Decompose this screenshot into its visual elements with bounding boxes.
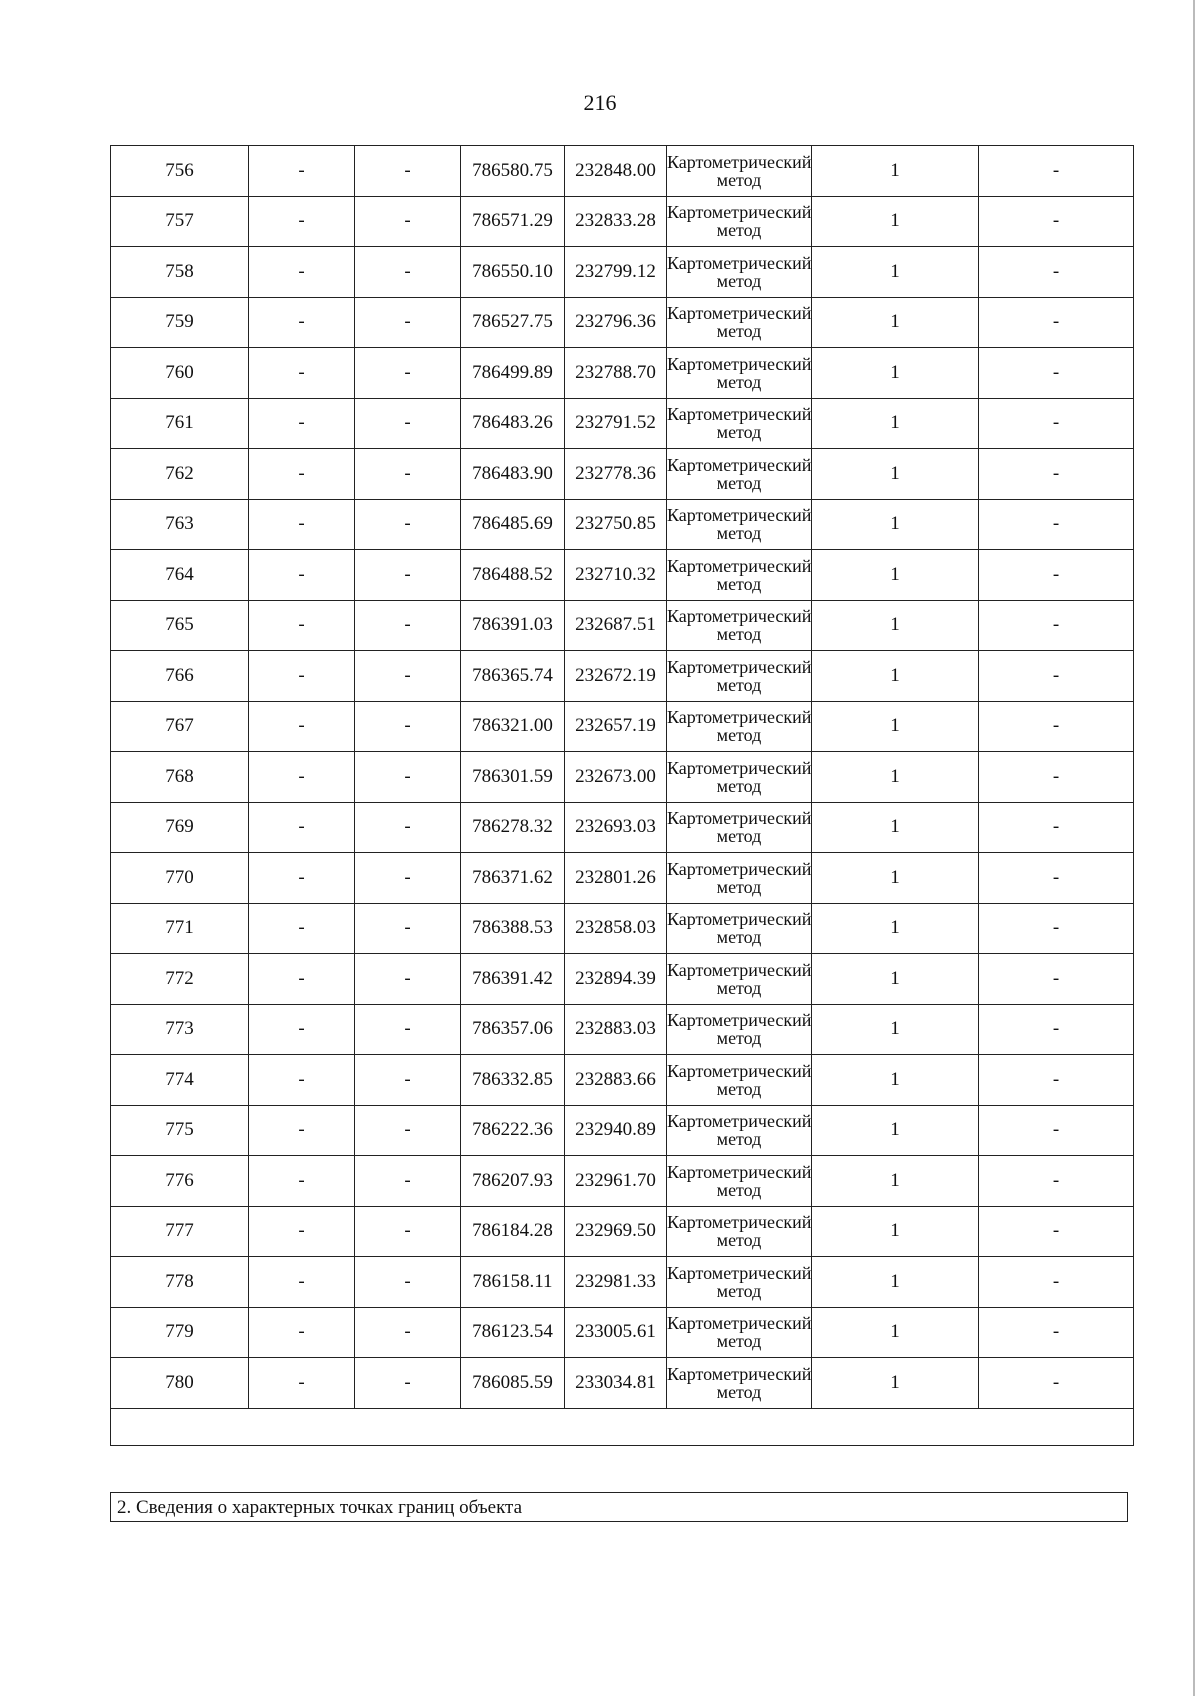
table-row	[111, 196, 1134, 247]
table-row	[111, 1156, 1134, 1207]
dash-cell: -	[355, 449, 461, 500]
accuracy-cell: 1	[812, 1358, 979, 1409]
dash-cell: -	[979, 449, 1134, 500]
y-coordinate-cell: 232883.66	[565, 1055, 667, 1106]
table-row	[111, 1206, 1134, 1257]
dash-cell: -	[355, 499, 461, 550]
dash-cell: -	[979, 600, 1134, 651]
dash-cell: -	[249, 1307, 355, 1358]
dash-cell: -	[249, 600, 355, 651]
point-number-cell: 777	[111, 1206, 249, 1257]
accuracy-cell: 1	[812, 1257, 979, 1308]
point-number-cell: 775	[111, 1105, 249, 1156]
method-cell: Картометрический метод	[667, 1257, 812, 1308]
point-number-cell: 758	[111, 247, 249, 298]
dash-cell: -	[355, 550, 461, 601]
method-cell: Картометрический метод	[667, 1358, 812, 1409]
accuracy-cell: 1	[812, 1004, 979, 1055]
method-cell: Картометрический метод	[667, 1004, 812, 1055]
x-coordinate-cell: 786485.69	[461, 499, 565, 550]
table-row	[111, 651, 1134, 702]
dash-cell: -	[355, 1257, 461, 1308]
method-cell: Картометрический метод	[667, 853, 812, 904]
point-number-cell: 772	[111, 954, 249, 1005]
y-coordinate-cell: 232687.51	[565, 600, 667, 651]
x-coordinate-cell: 786123.54	[461, 1307, 565, 1358]
dash-cell: -	[249, 853, 355, 904]
table-row	[111, 449, 1134, 500]
method-cell: Картометрический метод	[667, 802, 812, 853]
accuracy-cell: 1	[812, 247, 979, 298]
page-number: 216	[583, 90, 617, 115]
dash-cell: -	[979, 1206, 1134, 1257]
x-coordinate-cell: 786085.59	[461, 1358, 565, 1409]
x-coordinate-cell: 786499.89	[461, 348, 565, 399]
dash-cell: -	[979, 701, 1134, 752]
method-cell: Картометрический метод	[667, 247, 812, 298]
accuracy-cell: 1	[812, 1105, 979, 1156]
dash-cell: -	[979, 802, 1134, 853]
y-coordinate-cell: 233034.81	[565, 1358, 667, 1409]
dash-cell: -	[249, 903, 355, 954]
x-coordinate-cell: 786158.11	[461, 1257, 565, 1308]
accuracy-cell: 1	[812, 752, 979, 803]
dash-cell: -	[355, 146, 461, 197]
dash-cell: -	[979, 903, 1134, 954]
accuracy-cell: 1	[812, 348, 979, 399]
method-cell: Картометрический метод	[667, 398, 812, 449]
dash-cell: -	[979, 398, 1134, 449]
table-row	[111, 802, 1134, 853]
dash-cell: -	[249, 701, 355, 752]
y-coordinate-cell: 232791.52	[565, 398, 667, 449]
method-cell: Картометрический метод	[667, 1206, 812, 1257]
accuracy-cell: 1	[812, 196, 979, 247]
dash-cell: -	[355, 903, 461, 954]
x-coordinate-cell: 786371.62	[461, 853, 565, 904]
dash-cell: -	[249, 449, 355, 500]
dash-cell: -	[249, 1257, 355, 1308]
method-cell: Картометрический метод	[667, 348, 812, 399]
y-coordinate-cell: 232657.19	[565, 701, 667, 752]
dash-cell: -	[355, 1004, 461, 1055]
dash-cell: -	[355, 752, 461, 803]
point-number-cell: 774	[111, 1055, 249, 1106]
dash-cell: -	[355, 853, 461, 904]
point-number-cell: 773	[111, 1004, 249, 1055]
method-cell: Картометрический метод	[667, 1055, 812, 1106]
method-cell: Картометрический метод	[667, 146, 812, 197]
dash-cell: -	[355, 1156, 461, 1207]
dash-cell: -	[249, 1055, 355, 1106]
x-coordinate-cell: 786391.03	[461, 600, 565, 651]
dash-cell: -	[355, 348, 461, 399]
accuracy-cell: 1	[812, 1206, 979, 1257]
y-coordinate-cell: 232858.03	[565, 903, 667, 954]
y-coordinate-cell: 232799.12	[565, 247, 667, 298]
table-row	[111, 600, 1134, 651]
y-coordinate-cell: 233005.61	[565, 1307, 667, 1358]
x-coordinate-cell: 786527.75	[461, 297, 565, 348]
dash-cell: -	[979, 297, 1134, 348]
method-cell: Картометрический метод	[667, 651, 812, 702]
dash-cell: -	[355, 954, 461, 1005]
y-coordinate-cell: 232801.26	[565, 853, 667, 904]
boundary-points-table	[110, 145, 1134, 1446]
method-cell: Картометрический метод	[667, 550, 812, 601]
dash-cell: -	[979, 550, 1134, 601]
x-coordinate-cell: 786184.28	[461, 1206, 565, 1257]
dash-cell: -	[355, 297, 461, 348]
accuracy-cell: 1	[812, 398, 979, 449]
dash-cell: -	[979, 651, 1134, 702]
dash-cell: -	[979, 499, 1134, 550]
accuracy-cell: 1	[812, 550, 979, 601]
dash-cell: -	[249, 348, 355, 399]
method-cell: Картометрический метод	[667, 297, 812, 348]
dash-cell: -	[355, 1307, 461, 1358]
method-cell: Картометрический метод	[667, 499, 812, 550]
table-row	[111, 1358, 1134, 1409]
dash-cell: -	[979, 348, 1134, 399]
table-row	[111, 146, 1134, 197]
accuracy-cell: 1	[812, 297, 979, 348]
point-number-cell: 780	[111, 1358, 249, 1409]
table-row	[111, 499, 1134, 550]
dash-cell: -	[979, 1156, 1134, 1207]
accuracy-cell: 1	[812, 449, 979, 500]
dash-cell: -	[249, 499, 355, 550]
x-coordinate-cell: 786365.74	[461, 651, 565, 702]
dash-cell: -	[355, 247, 461, 298]
dash-cell: -	[249, 802, 355, 853]
dash-cell: -	[249, 550, 355, 601]
dash-cell: -	[979, 1004, 1134, 1055]
y-coordinate-cell: 232750.85	[565, 499, 667, 550]
accuracy-cell: 1	[812, 1055, 979, 1106]
dash-cell: -	[249, 1004, 355, 1055]
x-coordinate-cell: 786483.90	[461, 449, 565, 500]
x-coordinate-cell: 786321.00	[461, 701, 565, 752]
dash-cell: -	[249, 146, 355, 197]
table-row	[111, 1055, 1134, 1106]
y-coordinate-cell: 232894.39	[565, 954, 667, 1005]
x-coordinate-cell: 786332.85	[461, 1055, 565, 1106]
dash-cell: -	[979, 1257, 1134, 1308]
section-title: 2. Сведения о характерных точках границ объекта	[110, 1492, 1128, 1522]
accuracy-cell: 1	[812, 499, 979, 550]
dash-cell: -	[979, 1358, 1134, 1409]
y-coordinate-cell: 232710.32	[565, 550, 667, 601]
x-coordinate-cell: 786580.75	[461, 146, 565, 197]
y-coordinate-cell: 232796.36	[565, 297, 667, 348]
x-coordinate-cell: 786357.06	[461, 1004, 565, 1055]
point-number-cell: 776	[111, 1156, 249, 1207]
point-number-cell: 765	[111, 600, 249, 651]
dash-cell: -	[355, 398, 461, 449]
point-number-cell: 778	[111, 1257, 249, 1308]
method-cell: Картометрический метод	[667, 1105, 812, 1156]
dash-cell: -	[979, 196, 1134, 247]
x-coordinate-cell: 786488.52	[461, 550, 565, 601]
y-coordinate-cell: 232981.33	[565, 1257, 667, 1308]
dash-cell: -	[979, 1055, 1134, 1106]
y-coordinate-cell: 232778.36	[565, 449, 667, 500]
dash-cell: -	[979, 853, 1134, 904]
dash-cell: -	[249, 1206, 355, 1257]
y-coordinate-cell: 232961.70	[565, 1156, 667, 1207]
x-coordinate-cell: 786391.42	[461, 954, 565, 1005]
y-coordinate-cell: 232833.28	[565, 196, 667, 247]
y-coordinate-cell: 232788.70	[565, 348, 667, 399]
accuracy-cell: 1	[812, 701, 979, 752]
x-coordinate-cell: 786550.10	[461, 247, 565, 298]
dash-cell: -	[249, 954, 355, 1005]
accuracy-cell: 1	[812, 1307, 979, 1358]
dash-cell: -	[355, 600, 461, 651]
method-cell: Картометрический метод	[667, 1307, 812, 1358]
y-coordinate-cell: 232848.00	[565, 146, 667, 197]
dash-cell: -	[355, 1206, 461, 1257]
dash-cell: -	[249, 1156, 355, 1207]
table-row	[111, 1257, 1134, 1308]
point-number-cell: 761	[111, 398, 249, 449]
point-number-cell: 759	[111, 297, 249, 348]
table-row	[111, 853, 1134, 904]
table-row	[111, 247, 1134, 298]
table-row	[111, 550, 1134, 601]
dash-cell: -	[979, 752, 1134, 803]
accuracy-cell: 1	[812, 853, 979, 904]
accuracy-cell: 1	[812, 954, 979, 1005]
accuracy-cell: 1	[812, 600, 979, 651]
table-row	[111, 398, 1134, 449]
empty-row	[111, 1408, 1134, 1445]
point-number-cell: 771	[111, 903, 249, 954]
point-number-cell: 762	[111, 449, 249, 500]
dash-cell: -	[979, 1105, 1134, 1156]
accuracy-cell: 1	[812, 146, 979, 197]
empty-cell	[111, 1408, 1134, 1445]
point-number-cell: 768	[111, 752, 249, 803]
table-row	[111, 297, 1134, 348]
point-number-cell: 766	[111, 651, 249, 702]
dash-cell: -	[979, 1307, 1134, 1358]
table-row	[111, 348, 1134, 399]
dash-cell: -	[979, 146, 1134, 197]
dash-cell: -	[355, 651, 461, 702]
table-row	[111, 1105, 1134, 1156]
dash-cell: -	[355, 1055, 461, 1106]
method-cell: Картометрический метод	[667, 449, 812, 500]
dash-cell: -	[249, 196, 355, 247]
point-number-cell: 769	[111, 802, 249, 853]
y-coordinate-cell: 232969.50	[565, 1206, 667, 1257]
table-row	[111, 1004, 1134, 1055]
method-cell: Картометрический метод	[667, 1156, 812, 1207]
y-coordinate-cell: 232883.03	[565, 1004, 667, 1055]
table-row	[111, 752, 1134, 803]
x-coordinate-cell: 786388.53	[461, 903, 565, 954]
x-coordinate-cell: 786278.32	[461, 802, 565, 853]
dash-cell: -	[979, 954, 1134, 1005]
dash-cell: -	[355, 196, 461, 247]
table-row	[111, 701, 1134, 752]
method-cell: Картометрический метод	[667, 752, 812, 803]
table-row	[111, 1307, 1134, 1358]
point-number-cell: 764	[111, 550, 249, 601]
method-cell: Картометрический метод	[667, 600, 812, 651]
dash-cell: -	[355, 1358, 461, 1409]
point-number-cell: 779	[111, 1307, 249, 1358]
point-number-cell: 760	[111, 348, 249, 399]
method-cell: Картометрический метод	[667, 196, 812, 247]
accuracy-cell: 1	[812, 903, 979, 954]
point-number-cell: 757	[111, 196, 249, 247]
dash-cell: -	[249, 1358, 355, 1409]
x-coordinate-cell: 786571.29	[461, 196, 565, 247]
table-body	[111, 146, 1134, 1446]
accuracy-cell: 1	[812, 1156, 979, 1207]
method-cell: Картометрический метод	[667, 903, 812, 954]
dash-cell: -	[249, 398, 355, 449]
point-number-cell: 756	[111, 146, 249, 197]
dash-cell: -	[249, 297, 355, 348]
dash-cell: -	[355, 802, 461, 853]
dash-cell: -	[249, 1105, 355, 1156]
point-number-cell: 770	[111, 853, 249, 904]
x-coordinate-cell: 786222.36	[461, 1105, 565, 1156]
dash-cell: -	[355, 1105, 461, 1156]
y-coordinate-cell: 232673.00	[565, 752, 667, 803]
accuracy-cell: 1	[812, 651, 979, 702]
dash-cell: -	[355, 701, 461, 752]
x-coordinate-cell: 786207.93	[461, 1156, 565, 1207]
y-coordinate-cell: 232672.19	[565, 651, 667, 702]
x-coordinate-cell: 786483.26	[461, 398, 565, 449]
dash-cell: -	[979, 247, 1134, 298]
accuracy-cell: 1	[812, 802, 979, 853]
point-number-cell: 763	[111, 499, 249, 550]
y-coordinate-cell: 232940.89	[565, 1105, 667, 1156]
table-row	[111, 903, 1134, 954]
scan-edge-line	[1193, 0, 1195, 1696]
method-cell: Картометрический метод	[667, 701, 812, 752]
point-number-cell: 767	[111, 701, 249, 752]
method-cell: Картометрический метод	[667, 954, 812, 1005]
dash-cell: -	[249, 752, 355, 803]
dash-cell: -	[249, 247, 355, 298]
y-coordinate-cell: 232693.03	[565, 802, 667, 853]
dash-cell: -	[249, 651, 355, 702]
table-row	[111, 954, 1134, 1005]
x-coordinate-cell: 786301.59	[461, 752, 565, 803]
